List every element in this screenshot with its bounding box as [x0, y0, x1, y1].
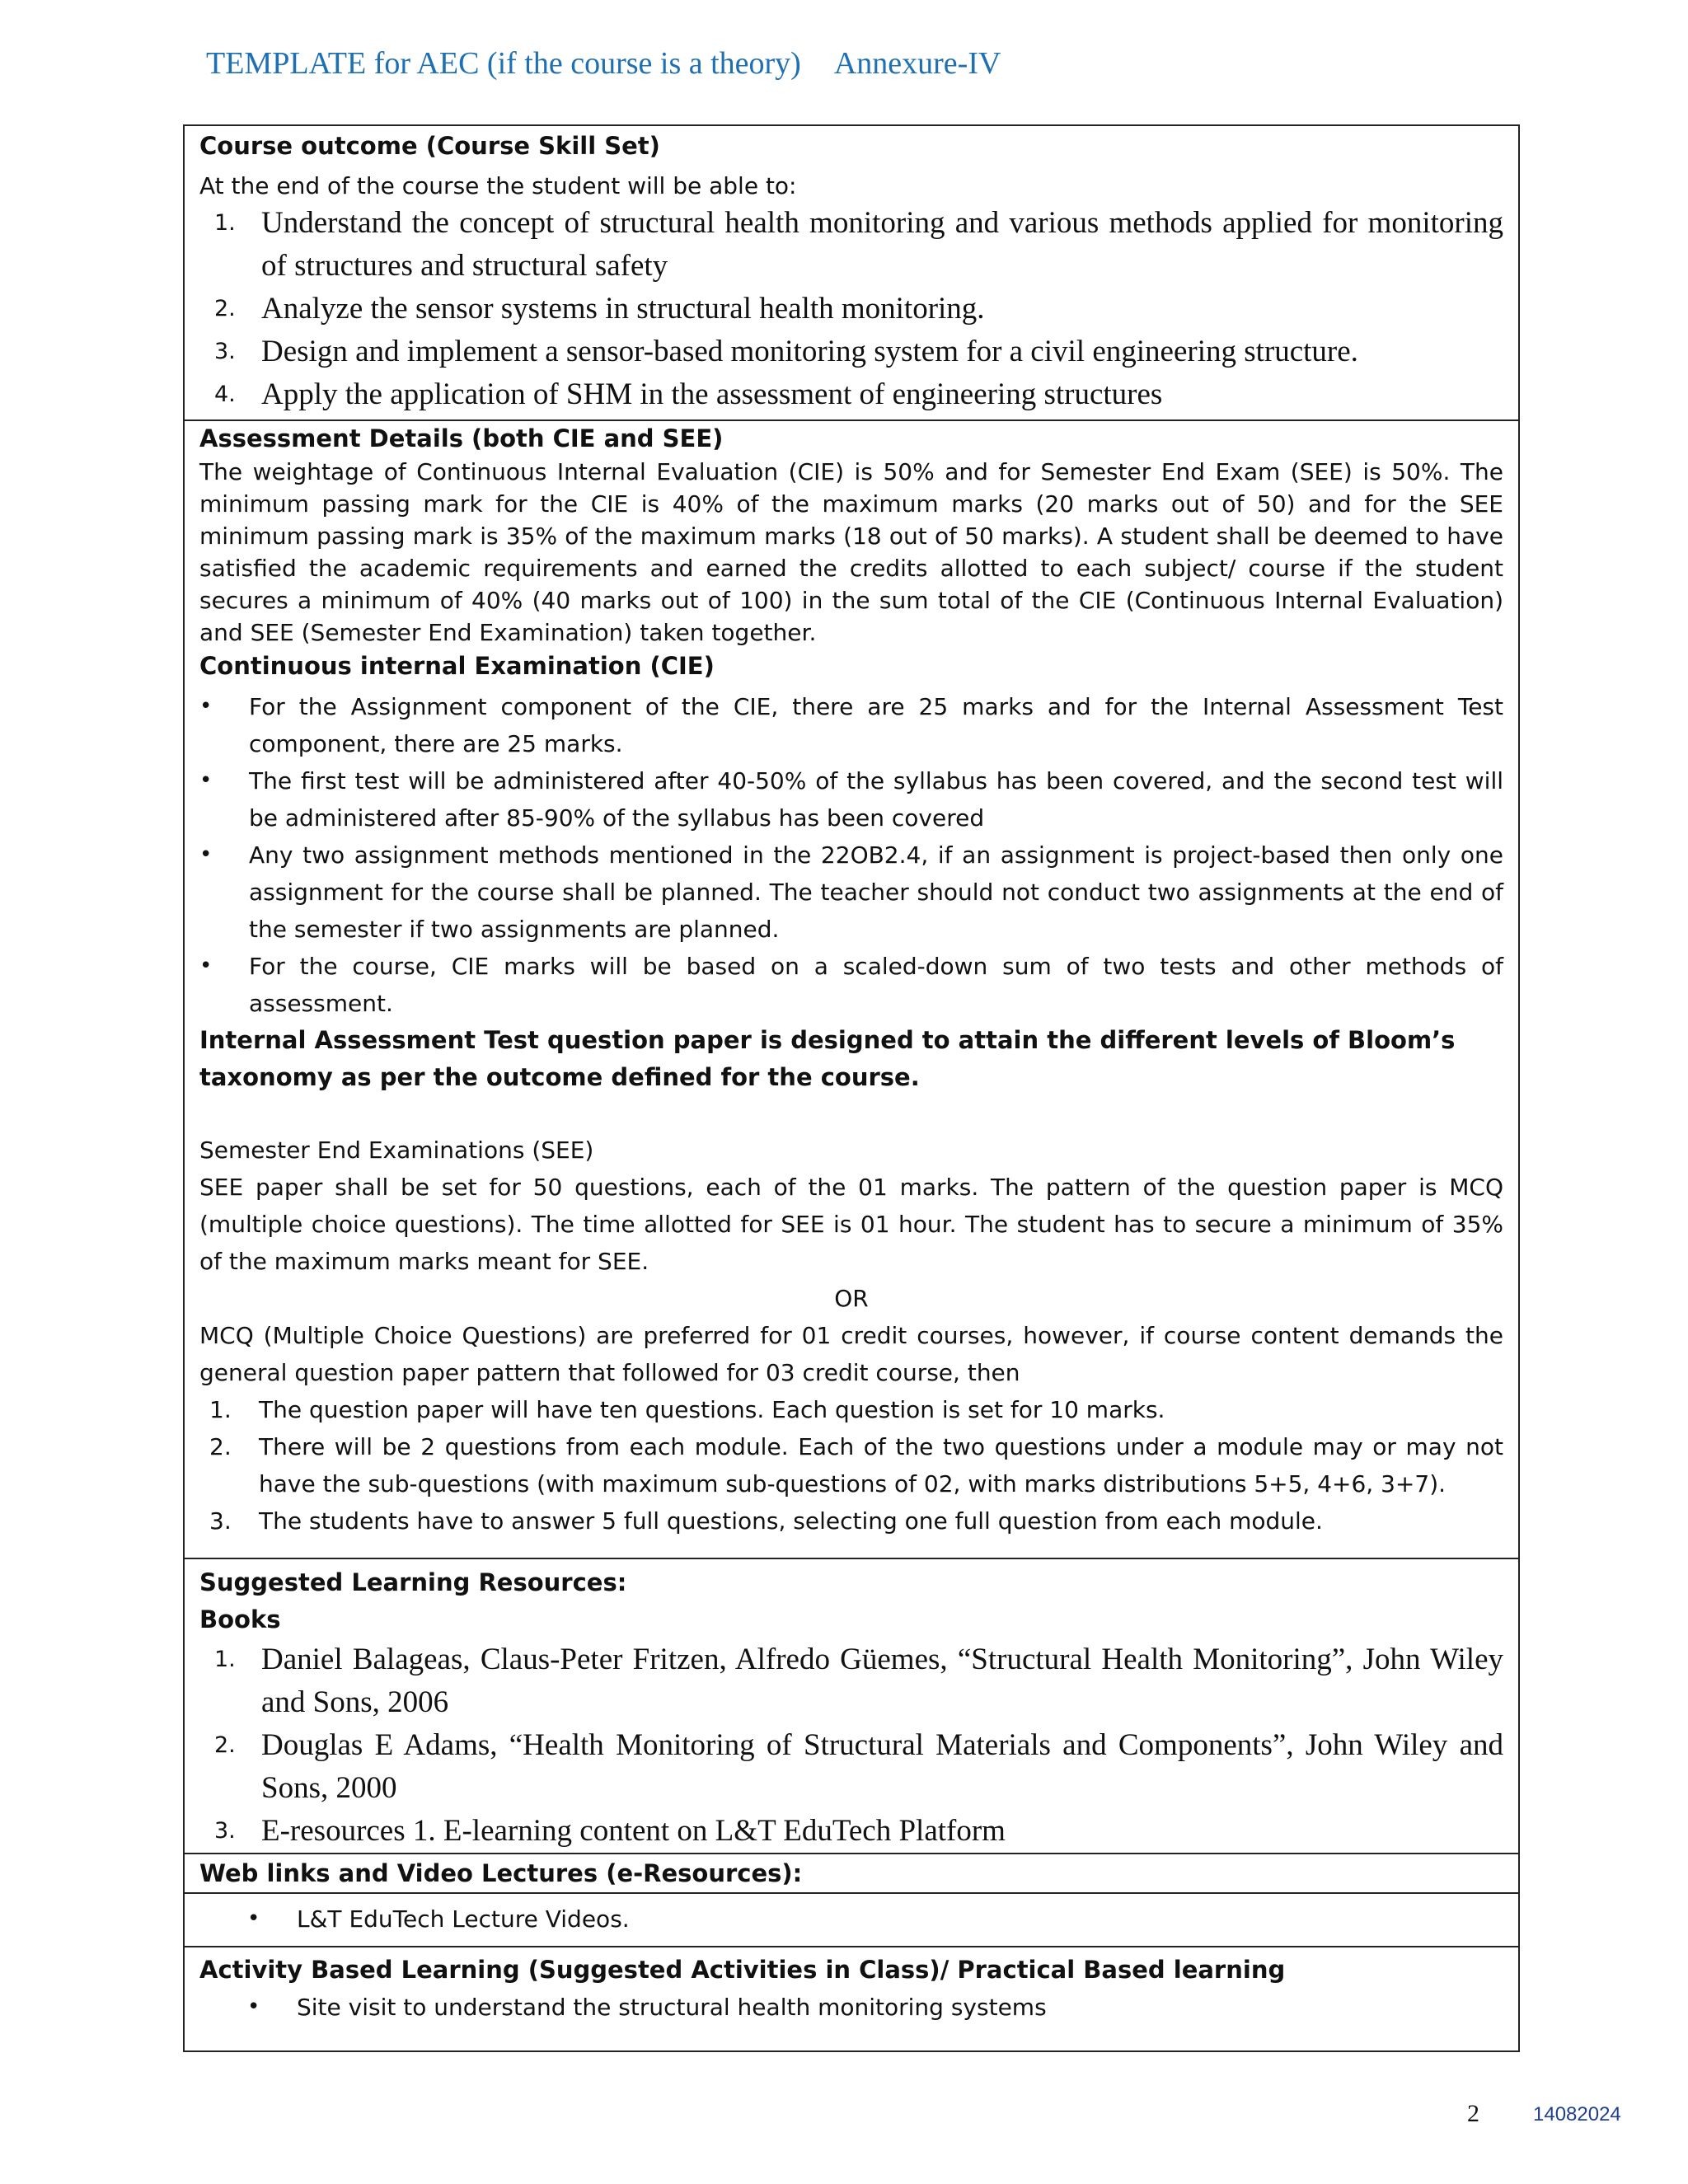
see-title: Semester End Examinations (SEE) — [199, 1137, 594, 1164]
syllabus-table — [183, 124, 1520, 2052]
see-body: SEE paper shall be set for 50 questions, each of the 01 marks. The pattern of the question paper is MCQ (multiple choice questions). The time allotted for SEE is 01 hour. The student has to secure a minimum of 35% of the maximum marks meant for SEE. — [199, 1174, 1503, 1275]
course-outcome-list — [199, 202, 1503, 416]
course-outcome-section — [185, 126, 1518, 419]
list-item: • For the Assignment component of the CIE, there are 25 marks and for the Internal Assessment Test component, there are 25 marks. — [199, 693, 1503, 757]
template-title: TEMPLATE for AEC (if the course is a theory) — [206, 46, 801, 81]
books-label: Books — [199, 1605, 281, 1633]
activity-section — [185, 1946, 1518, 2050]
mcq-body: MCQ (Multiple Choice Questions) are preferred for 01 credit courses, however, if course content demands the general question paper pattern that followed for 03 credit course, then — [199, 1322, 1503, 1386]
weblinks-section — [185, 1892, 1518, 1946]
activity-title: Activity Based Learning (Suggested Activities in Class)/ Practical Based learning — [199, 1956, 1286, 1984]
page-header — [206, 45, 1001, 82]
list-item: • L&T EduTech Lecture Videos. — [247, 1905, 630, 1933]
list-item: • Site visit to understand the structural health monitoring systems — [247, 1994, 1047, 2021]
list-item: 1. Understand the concept of structural health monitoring and various methods applied for monitoring of structures and structural safety — [214, 206, 1503, 283]
list-item: 2. Douglas E Adams, “Health Monitoring of Structural Materials and Components”, John Wiley and Sons, 2000 — [214, 1728, 1503, 1805]
list-item: 1. The question paper will have ten questions. Each question is set for 10 marks. — [209, 1396, 1165, 1423]
list-item: 3. The students have to answer 5 full questions, selecting one full question from each module. — [209, 1507, 1323, 1535]
cie-title: Continuous internal Examination (CIE) — [199, 652, 715, 680]
list-item: • The first test will be administered after 40-50% of the syllabus has been covered, and the second test will be administered after 85-90% of the syllabus has been covered — [199, 767, 1503, 832]
list-item: 2. There will be 2 questions from each module. Each of the two questions under a module may or may not have the sub-questions (with maximum sub-questions of 02, with marks distributions 5+5, 4+6, 3+7). — [209, 1433, 1503, 1497]
assessment-body: The weightage of Continuous Internal Evaluation (CIE) is 50% and for Semester End Exam (SEE) is 50%. The minimum passing mark for the CIE is 40% of the maximum marks (20 marks out of 50) and for the SEE minimum passing mark is 35% of the maximum marks (18 out of 50 marks). A student shall be deemed to have satisfied the academic requirements and earned the credits allotted to each subject/ course if the student secures a minimum of 40% (40 marks out of 100) in the sum total of the CIE (Continuous Internal Evaluation) and SEE (Semester End Examination) taken together. — [199, 458, 1503, 646]
annexure-label: Annexure-IV — [833, 46, 1001, 81]
list-item: • For the course, CIE marks will be based on a scaled-down sum of two tests and other methods of assessment. — [199, 953, 1503, 1017]
bloom-note: Internal Assessment Test question paper is designed to attain the different levels of Bloom’s taxonomy as per the outcome defined for the course. — [199, 1026, 1456, 1091]
assessment-section — [185, 419, 1518, 1558]
list-item: • Any two assignment methods mentioned in the 22OB2.4, if an assignment is project-based then only one assignment for the course shall be planned. The teacher should not conduct two assignments at the end of the semester if two assignments are planned. — [199, 841, 1503, 943]
list-item: 3. Design and implement a sensor-based monitoring system for a civil engineering structure. — [214, 335, 1358, 368]
resources-title: Suggested Learning Resources: — [199, 1568, 627, 1596]
see-question-list — [199, 1391, 1503, 1540]
list-item: 3. E-resources 1. E-learning content on L&T EduTech Platform — [214, 1814, 1006, 1848]
list-item: 1. Daniel Balageas, Claus-Peter Fritzen, Alfredo Güemes, “Structural Health Monitoring”, John Wiley and Sons, 2006 — [214, 1643, 1503, 1719]
resources-section — [185, 1558, 1518, 1853]
document-code: 14082024 — [1533, 2103, 1621, 2125]
cie-bullet-list — [199, 688, 1503, 1022]
course-outcome-intro: At the end of the course the student will be able to: — [199, 172, 797, 199]
list-item: 2. Analyze the sensor systems in structural health monitoring. — [214, 292, 985, 326]
activity-list — [199, 1989, 1503, 2026]
weblinks-title-row — [185, 1853, 1518, 1892]
books-list — [199, 1638, 1503, 1853]
weblinks-list — [199, 1900, 1503, 1938]
course-outcome-title: Course outcome (Course Skill Set) — [199, 132, 660, 160]
page-number: 2 — [1467, 2100, 1479, 2127]
or-label: OR — [834, 1285, 869, 1312]
weblinks-title: Web links and Video Lectures (e-Resources): — [199, 1859, 803, 1887]
assessment-title: Assessment Details (both CIE and SEE) — [199, 424, 724, 452]
list-item: 4. Apply the application of SHM in the assessment of engineering structures — [214, 377, 1163, 411]
